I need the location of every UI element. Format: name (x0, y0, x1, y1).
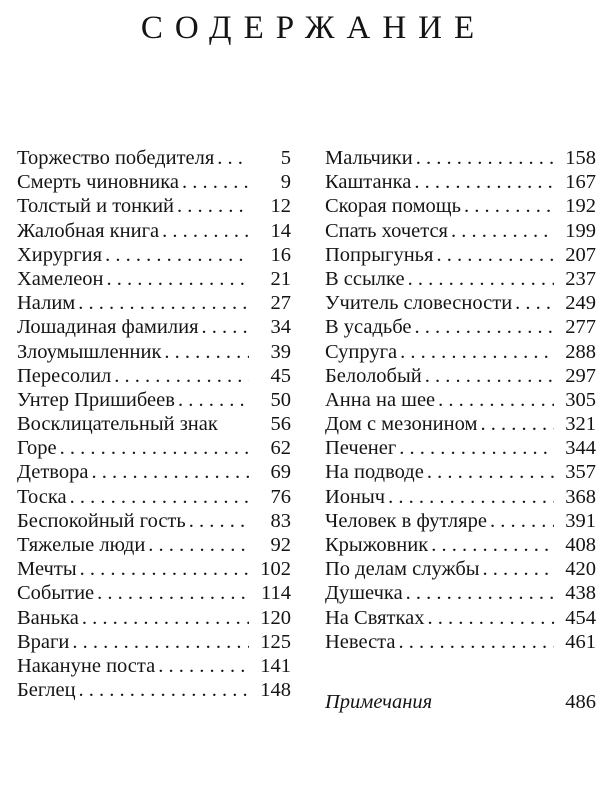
dot-leader (433, 243, 554, 267)
toc-entry[interactable] (17, 581, 291, 605)
toc-entry[interactable] (17, 388, 291, 412)
toc-entry[interactable] (325, 412, 596, 436)
dot-leader (102, 243, 249, 267)
toc-entry[interactable] (17, 412, 291, 436)
toc-entry-page: 461 (565, 630, 596, 653)
toc-entry[interactable] (17, 364, 291, 388)
toc-entry-page: 167 (565, 171, 596, 194)
toc-entry-page: 199 (565, 219, 596, 242)
toc-entry[interactable] (17, 606, 291, 630)
toc-entry-page: 454 (565, 606, 596, 629)
toc-entry-title: Пересолил (17, 364, 112, 387)
toc-entry-page: 486 (565, 690, 596, 713)
toc-entry[interactable] (17, 170, 291, 194)
toc-entry-page: 45 (270, 364, 291, 387)
toc-entry-page: 288 (565, 340, 596, 363)
dot-leader (94, 581, 249, 605)
toc-entry-page: 141 (260, 654, 291, 677)
toc-entry-page: 27 (270, 292, 291, 315)
toc-entry-page: 39 (270, 340, 291, 363)
toc-entry[interactable] (325, 170, 596, 194)
toc-entry[interactable] (325, 194, 596, 218)
toc-entry[interactable] (325, 630, 596, 654)
dot-leader (487, 509, 554, 533)
dot-leader (69, 630, 249, 654)
dot-leader (395, 630, 554, 654)
toc-entry[interactable] (17, 654, 291, 678)
dot-leader (77, 557, 249, 581)
toc-entry-title: Белолобый (325, 364, 422, 387)
toc-entry-page: 420 (565, 558, 596, 581)
toc-entry-page: 12 (270, 195, 291, 218)
toc-entry-title: Беспокойный гость (17, 509, 186, 532)
dot-leader (79, 606, 249, 630)
toc-entry-title: В усадьбе (325, 316, 412, 339)
toc-entry-page: 344 (565, 437, 596, 460)
dot-leader (403, 581, 554, 605)
toc-entry[interactable] (325, 485, 596, 509)
toc-entry-title: Человек в футляре (325, 509, 487, 532)
toc-entry-page: 83 (270, 509, 291, 532)
toc-entry-title: Горе (17, 437, 57, 460)
toc-entry-title: Враги (17, 630, 70, 653)
dot-leader (111, 364, 249, 388)
toc-entry-page: 125 (260, 630, 291, 653)
toc-entry[interactable] (325, 315, 596, 339)
dot-leader (179, 170, 249, 194)
toc-entry-title: Невеста (325, 630, 396, 653)
dot-leader (428, 533, 554, 557)
toc-entry-title: Скорая помощь (325, 195, 461, 218)
toc-entry[interactable] (17, 219, 291, 243)
toc-entry-page: 34 (270, 316, 291, 339)
toc-entry-title: Налим (17, 292, 76, 315)
toc-column-left (17, 146, 291, 702)
toc-entry-title: Ванька (17, 606, 79, 629)
dot-leader (57, 436, 249, 460)
toc-entry[interactable] (325, 267, 596, 291)
toc-entry-page: 357 (565, 461, 596, 484)
toc-entry-page: 62 (270, 437, 291, 460)
dot-leader (477, 412, 554, 436)
toc-entry-title: Каштанка (325, 171, 412, 194)
toc-entry-page: 9 (280, 171, 291, 194)
toc-entry[interactable] (325, 581, 596, 605)
dot-leader (480, 557, 554, 581)
toc-entry[interactable] (325, 364, 596, 388)
dot-leader (405, 267, 554, 291)
toc-entry-title: Примечания (325, 690, 433, 713)
toc-entry[interactable] (17, 243, 291, 267)
toc-entry[interactable] (17, 630, 291, 654)
toc-entry-title: Восклицательный знак (17, 413, 218, 436)
toc-entry-title: На подводе (325, 461, 424, 484)
toc-entry-notes[interactable] (325, 690, 596, 714)
toc-entry-title: Событие (17, 582, 95, 605)
toc-entry-title: Лошадиная фамилия (17, 316, 199, 339)
toc-entry-title: Душечка (325, 582, 403, 605)
toc-entry-title: Беглец (17, 679, 76, 702)
dot-leader (396, 436, 554, 460)
toc-entry-title: Ионыч (325, 485, 386, 508)
toc-entry[interactable] (17, 533, 291, 557)
toc-entry-title: Попрыгунья (325, 243, 434, 266)
dot-leader (385, 485, 554, 509)
toc-entry-page: 14 (270, 219, 291, 242)
dot-leader (425, 606, 555, 630)
toc-entry-page: 92 (270, 534, 291, 556)
toc-entry[interactable] (325, 436, 596, 460)
toc-entry-title: Дом с мезонином (325, 413, 478, 436)
toc-entry-title: Спать хочется (325, 219, 448, 242)
dot-leader (461, 194, 554, 218)
toc-entry-page: 21 (270, 267, 291, 290)
dot-leader (175, 388, 249, 412)
toc-entry-page: 277 (565, 316, 596, 339)
toc-entry-page: 368 (565, 485, 596, 508)
toc-entry[interactable] (325, 509, 596, 533)
dot-leader (174, 194, 249, 218)
toc-entry-page: 305 (565, 388, 596, 411)
toc-entry[interactable] (17, 509, 291, 533)
toc-entry[interactable] (17, 291, 291, 315)
dot-leader (397, 340, 554, 364)
toc-entry-page: 207 (565, 243, 596, 266)
toc-entry-page: 114 (261, 582, 291, 605)
toc-entry-title: Анна на шее (325, 388, 436, 411)
toc-entry-page: 102 (260, 558, 291, 581)
toc-entry-page: 158 (565, 147, 596, 169)
toc-entry-page: 237 (565, 267, 596, 290)
toc-entry-page: 5 (280, 147, 291, 169)
toc-entry-title: Хирургия (17, 243, 103, 266)
dot-leader (145, 533, 249, 557)
toc-column-right (325, 146, 596, 714)
toc-entry[interactable] (17, 557, 291, 581)
dot-leader (75, 291, 249, 315)
toc-entry-page: 249 (565, 292, 596, 315)
dot-leader (199, 315, 249, 339)
dot-leader (422, 364, 554, 388)
dot-leader (412, 315, 554, 339)
toc-entry-page: 56 (270, 413, 291, 436)
toc-entry-title: Детвора (17, 461, 89, 484)
toc-entry[interactable] (17, 146, 291, 170)
dot-leader (448, 219, 554, 243)
dot-leader (161, 340, 249, 364)
dot-leader (88, 460, 249, 484)
toc-entry[interactable] (17, 460, 291, 484)
toc-entry-title: Толстый и тонкий (17, 195, 175, 218)
toc-entry-page: 76 (270, 485, 291, 508)
toc-entry-title: Мечты (17, 558, 77, 581)
toc-entry[interactable] (325, 243, 596, 267)
toc-entry-title: По делам службы (325, 558, 480, 581)
toc-entry-page: 69 (270, 461, 291, 484)
dot-leader (512, 291, 554, 315)
toc-entry[interactable] (17, 678, 291, 702)
toc-entry-page: 120 (260, 606, 291, 629)
toc-entry-title: Тяжелые люди (17, 534, 146, 556)
dot-leader (104, 267, 249, 291)
dot-leader (155, 654, 249, 678)
toc-entry[interactable] (17, 436, 291, 460)
toc-entry-title: Крыжовник (325, 534, 429, 556)
page-title: СОДЕРЖАНИЕ (140, 10, 487, 46)
dot-leader (411, 170, 554, 194)
toc-entry[interactable] (325, 340, 596, 364)
toc-entry[interactable] (325, 557, 596, 581)
dot-leader (413, 146, 554, 170)
toc-entry-title: Учитель словесности (325, 292, 513, 315)
toc-entry[interactable] (17, 340, 291, 364)
toc-entry-title: В ссылке (325, 267, 405, 290)
toc-entry-page: 192 (565, 195, 596, 218)
toc-entry-page: 297 (565, 364, 596, 387)
toc-entry[interactable] (17, 315, 291, 339)
toc-entry-page: 16 (270, 243, 291, 266)
dot-leader (76, 678, 249, 702)
toc-entry-title: Хамелеон (17, 267, 104, 290)
toc-entry-title: Накануне поста (17, 654, 156, 677)
toc-entry-title: Жалобная книга (17, 219, 160, 242)
toc-entry[interactable] (325, 146, 596, 170)
dot-leader (435, 388, 554, 412)
toc-entry-title: Унтер Пришибеев (17, 388, 175, 411)
dot-leader (424, 460, 554, 484)
toc-spacer (325, 654, 596, 690)
toc-entry-title: Супруга (325, 340, 398, 363)
toc-entry[interactable] (325, 219, 596, 243)
toc-entry[interactable] (17, 194, 291, 218)
dot-leader (159, 219, 249, 243)
dot-leader (214, 146, 249, 170)
toc-entry-title: Мальчики (325, 147, 413, 169)
toc-entry-page: 391 (565, 509, 596, 532)
toc-entry-title: Печенег (325, 437, 397, 460)
toc-entry[interactable] (17, 485, 291, 509)
toc-entry-page: 321 (565, 413, 596, 436)
toc-entry[interactable] (325, 533, 596, 557)
toc-entry[interactable] (325, 460, 596, 484)
toc-entry-title: Злоумышленник (17, 340, 162, 363)
toc-entry-page: 408 (565, 534, 596, 556)
toc-entry-page: 438 (565, 582, 596, 605)
toc-entry[interactable] (17, 267, 291, 291)
toc-entry[interactable] (325, 606, 596, 630)
toc-entry-title: Тоска (17, 485, 67, 508)
toc-entry-title: На Святках (325, 606, 425, 629)
dot-leader (67, 485, 249, 509)
toc-entry-page: 148 (260, 679, 291, 702)
toc-entry[interactable] (325, 291, 596, 315)
toc-entry-title: Смерть чиновника (17, 171, 180, 194)
toc-entry-title: Торжество победителя (17, 147, 215, 169)
toc-entry-page: 50 (270, 388, 291, 411)
toc-entry[interactable] (325, 388, 596, 412)
dot-leader (186, 509, 249, 533)
